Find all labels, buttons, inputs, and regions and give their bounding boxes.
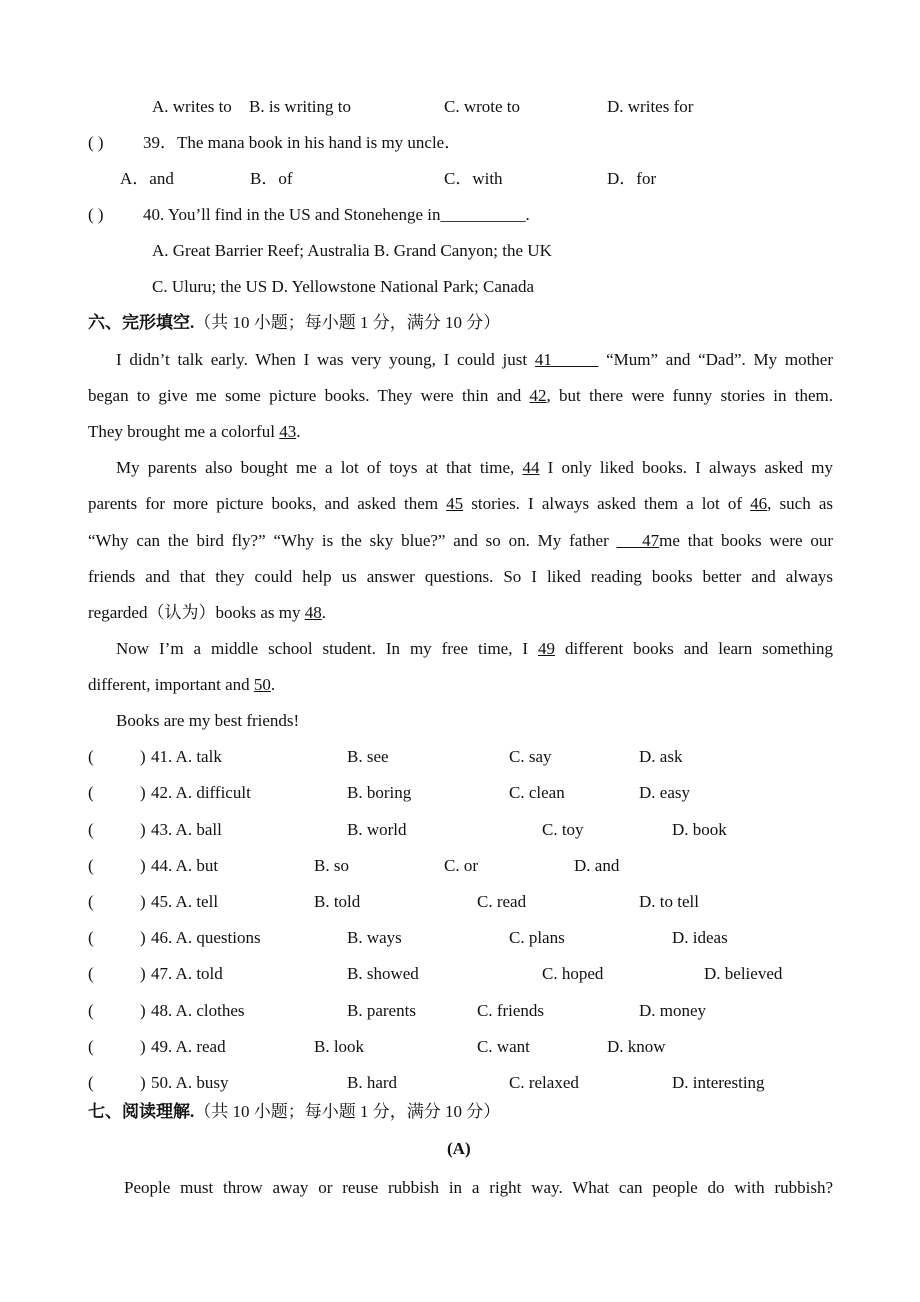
q38-option-a: A. writes to bbox=[152, 97, 232, 116]
q40-stem-text: 40. You’ll find in the US and Stonehenge in bbox=[143, 205, 441, 224]
q40-paren: ( ) bbox=[88, 205, 104, 224]
option-c: C. hoped bbox=[542, 964, 604, 983]
passage-text: different books and learn something bbox=[555, 639, 833, 658]
option-a: 44. A. but bbox=[151, 856, 219, 875]
q40-blank: __________ bbox=[440, 205, 526, 224]
option-b: B. boring bbox=[347, 783, 412, 802]
paren-close: ) bbox=[140, 747, 146, 766]
option-a: 42. A. difficult bbox=[151, 783, 251, 802]
paren-open: ( bbox=[88, 1073, 94, 1092]
option-a: 49. A. read bbox=[151, 1037, 226, 1056]
option-b: B. showed bbox=[347, 964, 419, 983]
passage-text: regarded（认为）books as my bbox=[88, 603, 305, 622]
paren-open: ( bbox=[88, 820, 94, 839]
option-a: 50. A. busy bbox=[151, 1073, 229, 1092]
q39-option-b: B．of bbox=[250, 169, 293, 188]
passage-p4: Books are my best friends! bbox=[116, 711, 300, 730]
paren-open: ( bbox=[88, 1037, 94, 1056]
option-d: D. ask bbox=[639, 747, 683, 766]
q40-stem bbox=[143, 204, 530, 226]
blank-45: 45 bbox=[446, 494, 464, 513]
q38-option-d: D. writes for bbox=[607, 97, 694, 116]
option-b: B. parents bbox=[347, 1001, 416, 1020]
option-d: D. money bbox=[639, 1001, 707, 1020]
option-c: C. say bbox=[509, 747, 552, 766]
paren-close: ) bbox=[140, 964, 146, 983]
option-c: C. toy bbox=[542, 820, 584, 839]
option-d: D. believed bbox=[704, 964, 783, 983]
paren-close: ) bbox=[140, 928, 146, 947]
q40-options-line2: C. Uluru; the US D. Yellowstone National Park; Canada bbox=[152, 277, 534, 296]
q38-option-b: B. is writing to bbox=[249, 97, 352, 116]
option-c: C. plans bbox=[509, 928, 565, 947]
passage-text: They brought me a colorful bbox=[88, 422, 280, 441]
option-b: B. hard bbox=[347, 1073, 398, 1092]
passage-text: My parents also bought me a lot of toys at that time, bbox=[116, 458, 523, 477]
reading-passage-line1: People must throw away or reuse rubbish in a right way. What can people do with rubbish? bbox=[124, 1178, 833, 1197]
q39-option-d: D．for bbox=[607, 169, 657, 188]
paren-open: ( bbox=[88, 856, 94, 875]
paren-close: ) bbox=[140, 1073, 146, 1092]
passage-text: I only liked books. I always asked my bbox=[539, 458, 833, 477]
paren-close: ) bbox=[140, 1001, 146, 1020]
passage-text: began to give me some picture books. They were thin and bbox=[88, 386, 530, 405]
passage-text: me that books were our bbox=[659, 531, 833, 550]
option-d: D. book bbox=[672, 820, 727, 839]
paren-open: ( bbox=[88, 1001, 94, 1020]
passage-text: , such as bbox=[767, 494, 833, 513]
section-6-heading bbox=[88, 312, 500, 334]
paren-close: ) bbox=[140, 820, 146, 839]
option-d: D. interesting bbox=[672, 1073, 765, 1092]
passage-text: I didn’t talk early. When I was very young, I could just bbox=[116, 350, 535, 369]
passage-p2-line2 bbox=[88, 493, 833, 515]
q40-options-line1: A. Great Barrier Reef; Australia B. Grand Canyon; the UK bbox=[152, 241, 552, 260]
passage-text: “Why can the bird fly?” “Why is the sky blue?” and so on. My father bbox=[88, 531, 617, 550]
option-b: B. look bbox=[314, 1037, 365, 1056]
passage-text: . bbox=[321, 603, 326, 622]
option-c: C. read bbox=[477, 892, 527, 911]
option-b: B. see bbox=[347, 747, 389, 766]
option-d: D. easy bbox=[639, 783, 690, 802]
option-d: D. to tell bbox=[639, 892, 699, 911]
passage-p1-line1 bbox=[116, 349, 833, 371]
option-a: 43. A. ball bbox=[151, 820, 222, 839]
section-6-title: 六、完形填空. bbox=[88, 313, 195, 332]
q39-option-a: A．and bbox=[120, 169, 174, 188]
q39-option-c: C．with bbox=[444, 169, 503, 188]
option-c: C. relaxed bbox=[509, 1073, 579, 1092]
passage-text: , but there were funny stories in them. bbox=[546, 386, 833, 405]
passage-text: . bbox=[270, 675, 276, 694]
paren-close: ) bbox=[140, 856, 146, 875]
passage-text: parents for more picture books, and asked them bbox=[88, 494, 447, 513]
paren-open: ( bbox=[88, 747, 94, 766]
passage-text: different, important and bbox=[88, 675, 254, 694]
q38-option-c: C. wrote to bbox=[444, 97, 521, 116]
option-c: C. want bbox=[477, 1037, 530, 1056]
paren-close: ) bbox=[140, 892, 146, 911]
option-b: B. ways bbox=[347, 928, 402, 947]
passage-text: stories. I always asked them a lot of bbox=[463, 494, 751, 513]
paren-close: ) bbox=[140, 1037, 146, 1056]
q39-stem: 39．The mana book in his hand is my uncle． bbox=[143, 133, 462, 152]
option-a: 47. A. told bbox=[151, 964, 223, 983]
section-7-heading bbox=[88, 1101, 500, 1123]
option-a: 41. A. talk bbox=[151, 747, 222, 766]
passage-text: “Mum” and “Dad”. My mother bbox=[598, 350, 833, 369]
blank-46: 46 bbox=[750, 494, 768, 513]
option-b: B. so bbox=[314, 856, 349, 875]
blank-49: 49 bbox=[538, 639, 556, 658]
paren-open: ( bbox=[88, 964, 94, 983]
section-6-note: （共 10 小题；每小题 1 分，满分 10 分） bbox=[194, 313, 501, 332]
blank-48: 48 bbox=[304, 603, 322, 622]
q39-paren: ( ) bbox=[88, 133, 104, 152]
section-7-note: （共 10 小题；每小题 1 分，满分 10 分） bbox=[194, 1102, 501, 1121]
paren-close: ) bbox=[140, 783, 146, 802]
paren-open: ( bbox=[88, 783, 94, 802]
option-c: C. or bbox=[444, 856, 478, 875]
paren-open: ( bbox=[88, 928, 94, 947]
section-7-title: 七、阅读理解. bbox=[88, 1102, 195, 1121]
passage-text: Now I’m a middle school student. In my free time, I bbox=[116, 639, 539, 658]
option-d: D. ideas bbox=[672, 928, 728, 947]
passage-p3-line2 bbox=[88, 674, 275, 696]
blank-43: 43 bbox=[279, 422, 297, 441]
option-d: D. and bbox=[574, 856, 620, 875]
option-a: 45. A. tell bbox=[151, 892, 219, 911]
passage-text: . bbox=[296, 422, 301, 441]
passage-p2-line5 bbox=[88, 602, 326, 624]
blank-44: 44 bbox=[522, 458, 540, 477]
passage-p1-line2 bbox=[88, 385, 833, 407]
passage-p1-line3 bbox=[88, 421, 300, 443]
blank-42: 42 bbox=[529, 386, 547, 405]
passage-p2-line1 bbox=[116, 457, 833, 479]
option-d: D. know bbox=[607, 1037, 666, 1056]
passage-p2-line4: friends and that they could help us answer questions. So I liked reading books better and always bbox=[88, 567, 833, 586]
option-a: 48. A. clothes bbox=[151, 1001, 245, 1020]
paren-open: ( bbox=[88, 892, 94, 911]
passage-p2-line3 bbox=[88, 530, 833, 552]
passage-p3-line1 bbox=[116, 638, 833, 660]
option-a: 46. A. questions bbox=[151, 928, 261, 947]
option-c: C. clean bbox=[509, 783, 565, 802]
part-a-label: (A) bbox=[447, 1139, 471, 1158]
blank-50: 50 bbox=[253, 675, 271, 694]
blank-47: ___47 bbox=[616, 531, 660, 550]
option-b: B. world bbox=[347, 820, 407, 839]
option-b: B. told bbox=[314, 892, 361, 911]
blank-41: 41 bbox=[534, 350, 552, 369]
option-c: C. friends bbox=[477, 1001, 545, 1020]
q40-stem-end: . bbox=[525, 205, 530, 224]
blank-41-underline bbox=[552, 350, 598, 369]
